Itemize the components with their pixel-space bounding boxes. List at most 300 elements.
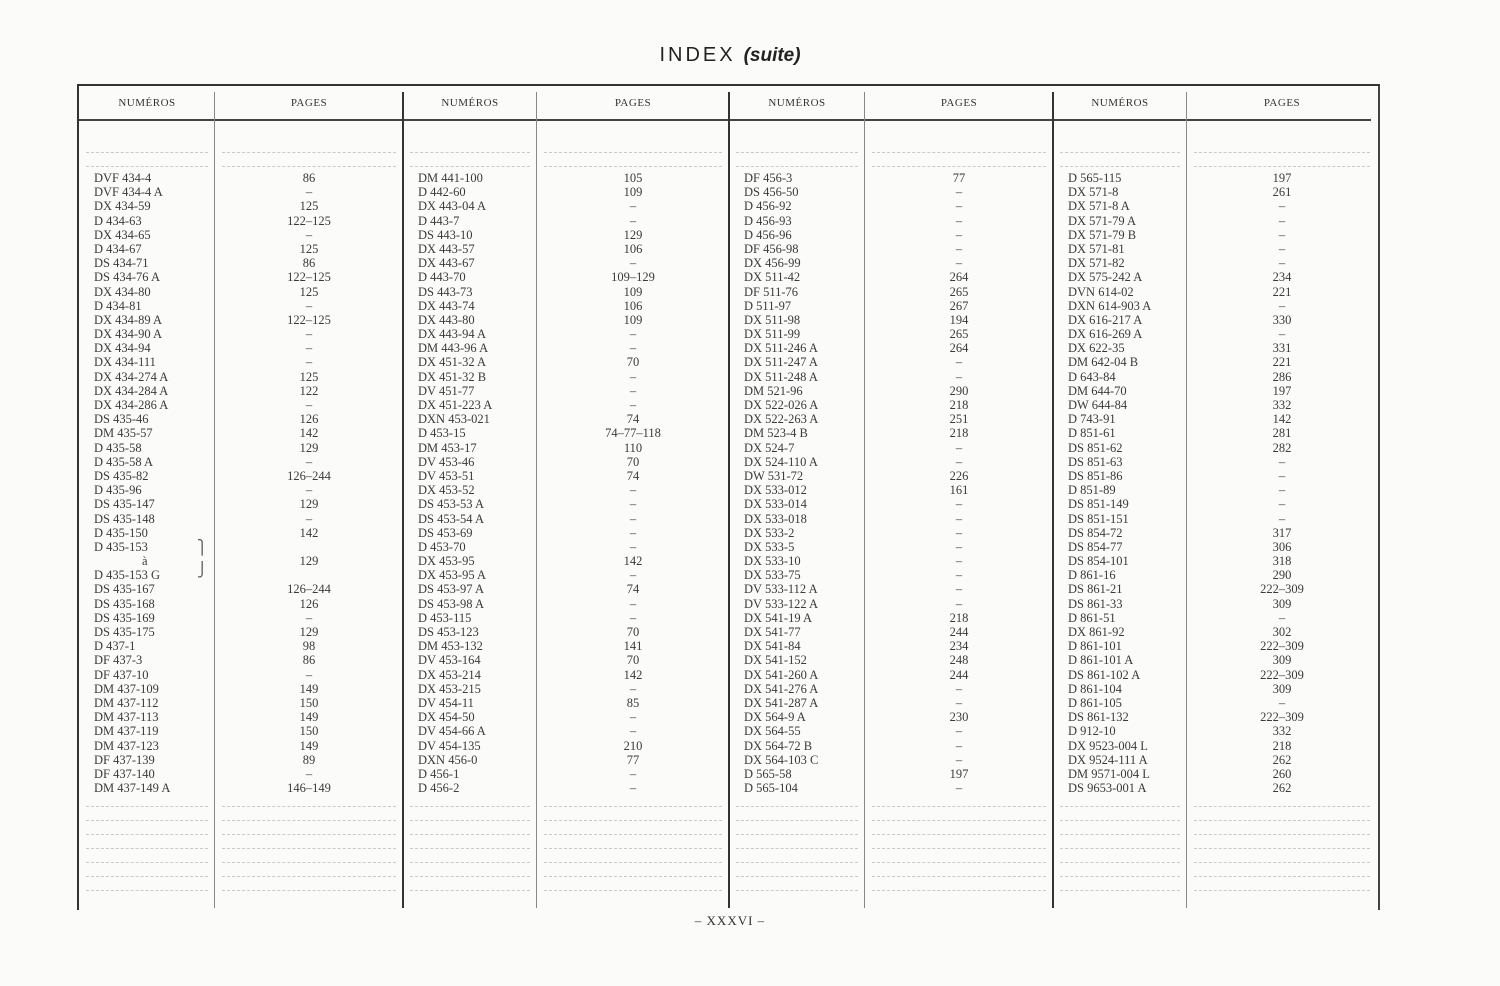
entry-number: DX 533-10 — [744, 554, 801, 569]
entry-pages: 306 — [1272, 539, 1292, 554]
entry-pages: 260 — [1272, 766, 1292, 781]
ruling-line — [1060, 890, 1180, 891]
entry-pages: 129 — [299, 554, 319, 569]
entry-pages: 197 — [1272, 383, 1292, 398]
entry-pages: 141 — [623, 639, 643, 654]
entry-number: DX 453-95 — [418, 554, 475, 569]
entry-number: DV 454-11 — [418, 695, 474, 710]
entry-pages: – — [305, 766, 313, 781]
entry-number: DS 453-97 A — [418, 582, 484, 597]
ruling-line — [872, 820, 1046, 821]
entry-pages: 234 — [949, 639, 969, 654]
entry-number: D 861-16 — [1068, 568, 1116, 583]
page-title — [0, 44, 1460, 67]
ruling-line — [544, 862, 722, 863]
ruling-line — [872, 890, 1046, 891]
ruling-line — [1194, 834, 1370, 835]
entry-pages: 332 — [1272, 398, 1292, 412]
entry-pages: 142 — [623, 554, 643, 569]
entry-number: D 851-61 — [1068, 426, 1116, 441]
entry-number: DS 453-53 A — [418, 497, 484, 512]
entry-number: D 435-58 — [94, 440, 142, 455]
entry-number: DX 434-284 A — [94, 383, 169, 398]
header-pages: PAGES — [1263, 97, 1301, 109]
entry-pages: – — [955, 568, 963, 583]
entry-pages: 264 — [949, 270, 969, 285]
entry-pages: – — [955, 511, 963, 526]
ruling-line — [1194, 820, 1370, 821]
entry-pages: 105 — [623, 171, 643, 185]
entry-number: DS 434-71 — [94, 256, 149, 271]
entry-number: DV 451-77 — [418, 383, 475, 398]
entry-number: DS 851-63 — [1068, 454, 1123, 469]
entry-number: DX 434-59 — [94, 199, 151, 214]
entry-pages: – — [305, 185, 313, 200]
entry-pages: – — [629, 681, 637, 696]
entry-pages: – — [629, 398, 637, 412]
ruling-line — [222, 166, 396, 167]
entry-pages: 222–309 — [1260, 667, 1304, 682]
entry-pages: – — [629, 383, 637, 398]
subcolumn-divider — [536, 92, 537, 908]
entry-number: D 437-1 — [94, 639, 136, 654]
entry-number: DX 541-152 — [744, 653, 807, 668]
entry-pages: 77 — [952, 171, 966, 185]
entry-number: DX 451-32 A — [418, 355, 487, 370]
ruling-line — [544, 166, 722, 167]
entry-number: DS 861-33 — [1068, 596, 1123, 611]
entry-number: DS 435-167 — [94, 582, 155, 597]
entry-number: D 861-104 — [1068, 681, 1122, 696]
entry-number: DS 851-151 — [1068, 511, 1129, 526]
subcolumn-divider — [214, 92, 215, 908]
entry-pages: 262 — [1272, 781, 1292, 796]
entry-pages: – — [955, 440, 963, 455]
header-pages: PAGES — [290, 97, 328, 109]
entry-pages: – — [629, 766, 637, 781]
entry-pages: 129 — [299, 497, 319, 512]
ruling-line — [1060, 820, 1180, 821]
ruling-line — [544, 834, 722, 835]
ruling-line — [86, 876, 208, 877]
entry-number: DX 443-57 — [418, 241, 475, 256]
entry-number: DV 454-66 A — [418, 724, 486, 739]
ruling-line — [410, 152, 530, 153]
entry-number: DF 437-139 — [94, 752, 155, 767]
entry-pages: 142 — [1272, 412, 1292, 427]
entry-pages: – — [629, 369, 637, 384]
ruling-line — [86, 834, 208, 835]
ruling-line — [222, 848, 396, 849]
entry-pages: 210 — [623, 738, 643, 753]
entry-pages: – — [305, 227, 313, 242]
entry-number: D 443-7 — [418, 213, 460, 228]
entry-pages: 74 — [626, 468, 640, 483]
entry-pages: 248 — [949, 653, 969, 668]
ruling-line — [1194, 166, 1370, 167]
entry-number: DX 434-111 — [94, 355, 156, 370]
entry-number: DM 437-112 — [94, 695, 159, 710]
entry-pages: – — [955, 454, 963, 469]
entry-pages: 86 — [302, 171, 316, 185]
entry-pages: 309 — [1272, 681, 1292, 696]
entry-number: DX 443-74 — [418, 298, 475, 313]
entry-pages: 251 — [949, 412, 969, 427]
entry-number: DS 9653-001 A — [1068, 781, 1147, 796]
ruling-line — [86, 848, 208, 849]
entry-pages: 282 — [1272, 440, 1292, 455]
entry-pages: – — [1278, 468, 1286, 483]
entry-pages: 126 — [299, 596, 319, 611]
entry-pages: 197 — [949, 766, 969, 781]
numeros-column — [1068, 171, 1186, 795]
entry-number: DX 564-9 A — [744, 710, 806, 725]
entry-number: DS 861-21 — [1068, 582, 1123, 597]
entry-number: DX 453-52 — [418, 483, 475, 498]
entry-pages: 149 — [299, 738, 319, 753]
entry-number: DX 524-110 A — [744, 454, 818, 469]
entry-number: DF 511-76 — [744, 284, 799, 299]
entry-number: DX 533-5 — [744, 539, 795, 554]
ruling-line — [736, 876, 858, 877]
entry-pages: – — [305, 511, 313, 526]
entry-pages: 86 — [302, 256, 316, 271]
entry-pages: 70 — [626, 454, 640, 469]
entry-number: DX 511-247 A — [744, 355, 818, 370]
entry-number: DM 453-132 — [418, 639, 483, 654]
entry-number: D 565-58 — [744, 766, 792, 781]
entry-number: DS 854-72 — [1068, 525, 1123, 540]
entry-number: DF 437-3 — [94, 653, 143, 668]
entry-number: DV 533-122 A — [744, 596, 819, 611]
entry-pages: 309 — [1272, 596, 1292, 611]
entry-number: DF 437-140 — [94, 766, 155, 781]
entry-pages: – — [955, 781, 963, 796]
ruling-line — [86, 806, 208, 807]
entry-number: D 456-92 — [744, 199, 792, 214]
entry-pages: – — [305, 667, 313, 682]
ruling-line — [736, 820, 858, 821]
ruling-line — [222, 806, 396, 807]
ruling-line — [1060, 806, 1180, 807]
entry-pages: – — [955, 227, 963, 242]
entry-pages: 267 — [949, 298, 969, 313]
entry-pages: 125 — [299, 199, 319, 214]
entry-number: DX 511-98 — [744, 312, 801, 327]
entry-pages: – — [955, 185, 963, 200]
entry-number: D 442-60 — [418, 185, 466, 200]
ruling-line — [1194, 862, 1370, 863]
entry-number: DS 453-54 A — [418, 511, 484, 526]
ruling-line — [544, 876, 722, 877]
ruling-line — [1060, 848, 1180, 849]
entry-pages: 262 — [1272, 752, 1292, 767]
entry-pages: – — [955, 724, 963, 739]
entry-number: DX 434-90 A — [94, 327, 163, 342]
entry-number: DX 453-214 — [418, 667, 481, 682]
ruling-line — [1194, 876, 1370, 877]
entry-pages: 218 — [1272, 738, 1292, 753]
entry-pages: 226 — [949, 468, 969, 483]
entry-number: DX 541-19 A — [744, 610, 813, 625]
entry-number: DS 443-10 — [418, 227, 473, 242]
entry-pages: – — [629, 511, 637, 526]
entry-number: D 565-115 — [1068, 171, 1122, 185]
entry-number: D 443-70 — [418, 270, 466, 285]
entry-pages: 290 — [1272, 568, 1292, 583]
entry-number: DM 523-4 B — [744, 426, 808, 441]
entry-number: DX 443-67 — [418, 256, 475, 271]
ruling-line — [410, 820, 530, 821]
entry-number: D 861-101 A — [1068, 653, 1134, 668]
ruling-line — [222, 890, 396, 891]
entry-number: DX 453-215 — [418, 681, 481, 696]
entry-pages — [216, 568, 402, 582]
ruling-line — [736, 166, 858, 167]
entry-pages: 286 — [1272, 369, 1292, 384]
entry-number: DX 575-242 A — [1068, 270, 1143, 285]
ruling-line — [222, 820, 396, 821]
entry-number: DX 571-81 — [1068, 241, 1125, 256]
entry-number: D 435-153 G — [94, 568, 160, 583]
entry-pages: 109–129 — [611, 270, 655, 285]
entry-number: DX 861-92 — [1068, 625, 1125, 639]
column-divider — [1052, 92, 1054, 908]
ruling-line — [86, 152, 208, 153]
header-numeros: NUMÉROS — [441, 97, 499, 109]
entry-number: DM 435-57 — [94, 426, 153, 441]
entry-number: DS 435-168 — [94, 596, 155, 611]
entry-number: DX 571-82 — [1068, 256, 1125, 271]
entry-pages: – — [305, 327, 313, 342]
entry-pages: 244 — [949, 667, 969, 682]
ruling-line — [736, 834, 858, 835]
entry-pages: 129 — [299, 440, 319, 455]
entry-number: D 912-10 — [1068, 724, 1116, 739]
entry-number: DX 522-026 A — [744, 398, 819, 412]
entry-number: DS 435-82 — [94, 468, 149, 483]
pages-column — [538, 171, 728, 795]
entry-number: DS 851-62 — [1068, 440, 1123, 455]
entry-pages: 222–309 — [1260, 710, 1304, 725]
entry-number: DX 541-84 — [744, 639, 801, 654]
ruling-line — [1060, 834, 1180, 835]
entry-pages: – — [305, 398, 313, 412]
entry-pages: 197 — [1272, 171, 1292, 185]
entry-number: DM 437-149 A — [94, 781, 171, 796]
entry-number: DX 524-7 — [744, 440, 795, 455]
entry-pages: – — [629, 539, 637, 554]
entry-pages: 221 — [1272, 284, 1292, 299]
entry-number: DS 435-46 — [94, 412, 149, 427]
entry-number: DS 861-102 A — [1068, 667, 1141, 682]
ruling-line — [1194, 890, 1370, 891]
entry-number: D 511-97 — [744, 298, 792, 313]
range-brace-bottom: ⎭ — [197, 563, 208, 578]
entry-pages: 264 — [949, 341, 969, 356]
entry-pages: 74 — [626, 412, 640, 427]
ruling-line — [1194, 806, 1370, 807]
entry-number: DX 533-014 — [744, 497, 807, 512]
entry-pages: – — [1278, 298, 1286, 313]
entry-pages: 150 — [299, 724, 319, 739]
entry-number: D 861-51 — [1068, 610, 1116, 625]
entry-number: DM 441-100 — [418, 171, 483, 185]
ruling-line — [544, 806, 722, 807]
entry-pages: – — [305, 483, 313, 498]
entry-number: DX 454-50 — [418, 710, 475, 725]
entry-number: DX 511-42 — [744, 270, 801, 285]
numeros-column — [94, 171, 214, 795]
ruling-line — [1060, 166, 1180, 167]
entry-number: DX 541-287 A — [744, 695, 819, 710]
entry-pages: 129 — [623, 227, 643, 242]
entry-number: DX 541-260 A — [744, 667, 819, 682]
entry-pages: – — [955, 681, 963, 696]
entry-number: D 453-15 — [418, 426, 466, 441]
entry-pages: – — [955, 355, 963, 370]
entry-pages: 109 — [623, 284, 643, 299]
entry-number: DX 453-95 A — [418, 568, 487, 583]
entry-pages: – — [955, 525, 963, 540]
entry-number: DM 443-96 A — [418, 341, 489, 356]
entry-pages: 149 — [299, 681, 319, 696]
entry-number: DS 435-175 — [94, 625, 155, 639]
entry-number: DX 571-79 A — [1068, 213, 1137, 228]
ruling-line — [736, 152, 858, 153]
entry-pages: – — [629, 781, 637, 796]
entry-number: DW 531-72 — [744, 468, 804, 483]
entry-number: DS 456-50 — [744, 185, 799, 200]
entry-number: DM 453-17 — [418, 440, 477, 455]
pages-column — [1188, 171, 1376, 795]
entry-number: D 435-150 — [94, 525, 148, 540]
entry-number: D 434-67 — [94, 241, 142, 256]
entry-number: DVF 434-4 — [94, 171, 152, 185]
entry-pages: 125 — [299, 369, 319, 384]
entry-pages: – — [955, 539, 963, 554]
entry-pages: 265 — [949, 327, 969, 342]
entry-number: DS 453-69 — [418, 525, 473, 540]
entry-pages: 302 — [1272, 625, 1292, 639]
entry-number: D 456-2 — [418, 781, 460, 796]
entry-pages: 126–244 — [287, 582, 331, 597]
entry-pages: 129 — [299, 625, 319, 639]
entry-pages: – — [629, 483, 637, 498]
entry-pages: – — [305, 355, 313, 370]
entry-number: DX 511-246 A — [744, 341, 818, 356]
entry-number: DX 533-2 — [744, 525, 795, 540]
entry-pages: – — [305, 610, 313, 625]
pages-column — [216, 171, 402, 795]
entry-number: DF 437-10 — [94, 667, 149, 682]
ruling-line — [872, 834, 1046, 835]
entry-pages: – — [1278, 227, 1286, 242]
entry-number: DX 564-55 — [744, 724, 801, 739]
entry-number: DV 453-51 — [418, 468, 475, 483]
entry-pages: 332 — [1272, 724, 1292, 739]
entry-pages: 122–125 — [287, 312, 331, 327]
ruling-line — [872, 848, 1046, 849]
column-divider — [402, 92, 404, 908]
entry-pages: – — [955, 596, 963, 611]
ruling-line — [86, 166, 208, 167]
ruling-line — [222, 834, 396, 835]
entry-number: DX 434-274 A — [94, 369, 169, 384]
entry-pages: – — [629, 525, 637, 540]
entry-number: D 565-104 — [744, 781, 798, 796]
entry-pages: 331 — [1272, 341, 1292, 356]
entry-pages: 265 — [949, 284, 969, 299]
entry-pages: 142 — [299, 525, 319, 540]
entry-pages: – — [629, 327, 637, 342]
entry-number: DX 434-286 A — [94, 398, 169, 412]
ruling-line — [1060, 862, 1180, 863]
entry-pages: 230 — [949, 710, 969, 725]
entry-pages: – — [1278, 483, 1286, 498]
entry-pages: 109 — [623, 185, 643, 200]
entry-pages: – — [955, 241, 963, 256]
entry-pages: 122–125 — [287, 270, 331, 285]
entry-number: DW 644-84 — [1068, 398, 1128, 412]
entry-pages: – — [629, 710, 637, 725]
entry-number: DXN 614-903 A — [1068, 298, 1152, 313]
entry-pages: – — [1278, 497, 1286, 512]
entry-number: DS 854-101 — [1068, 554, 1129, 569]
entry-pages: 309 — [1272, 653, 1292, 668]
entry-number: DS 861-132 — [1068, 710, 1129, 725]
entry-pages: – — [955, 497, 963, 512]
ruling-line — [736, 848, 858, 849]
entry-pages: 218 — [949, 398, 969, 412]
entry-pages: 222–309 — [1260, 639, 1304, 654]
entry-number: DX 533-012 — [744, 483, 807, 498]
entry-number: DX 456-99 — [744, 256, 801, 271]
entry-number: DX 616-269 A — [1068, 327, 1143, 342]
entry-pages: 244 — [949, 625, 969, 639]
ruling-line — [410, 890, 530, 891]
entry-number: DX 522-263 A — [744, 412, 819, 427]
entry-number: DXN 453-021 — [418, 412, 490, 427]
entry-pages: 142 — [623, 667, 643, 682]
entry-number: DX 511-248 A — [744, 369, 818, 384]
entry-number: DM 644-70 — [1068, 383, 1127, 398]
entry-pages: 74 — [626, 582, 640, 597]
ruling-line — [1194, 848, 1370, 849]
entry-pages: 261 — [1272, 185, 1292, 200]
range-brace-top: ⎫ — [197, 541, 208, 556]
entry-pages: 146–149 — [287, 781, 331, 796]
entry-number: DX 571-8 A — [1068, 199, 1130, 214]
entry-number: DS 434-76 A — [94, 270, 160, 285]
entry-pages: – — [955, 695, 963, 710]
entry-pages: – — [1278, 256, 1286, 271]
entry-pages: 86 — [302, 653, 316, 668]
ruling-line — [86, 862, 208, 863]
entry-number: DM 642-04 B — [1068, 355, 1139, 370]
entry-pages: 318 — [1272, 554, 1292, 569]
entry-pages: – — [305, 298, 313, 313]
ruling-line — [86, 820, 208, 821]
subcolumn-divider — [1186, 92, 1187, 908]
entry-number: DX 564-72 B — [744, 738, 813, 753]
ruling-line — [1060, 876, 1180, 877]
header-numeros: NUMÉROS — [1091, 97, 1149, 109]
page-number: – XXXVI – — [694, 913, 766, 928]
entry-pages: – — [629, 596, 637, 611]
entry-pages: – — [629, 256, 637, 271]
entry-number: DM 521-96 — [744, 383, 803, 398]
